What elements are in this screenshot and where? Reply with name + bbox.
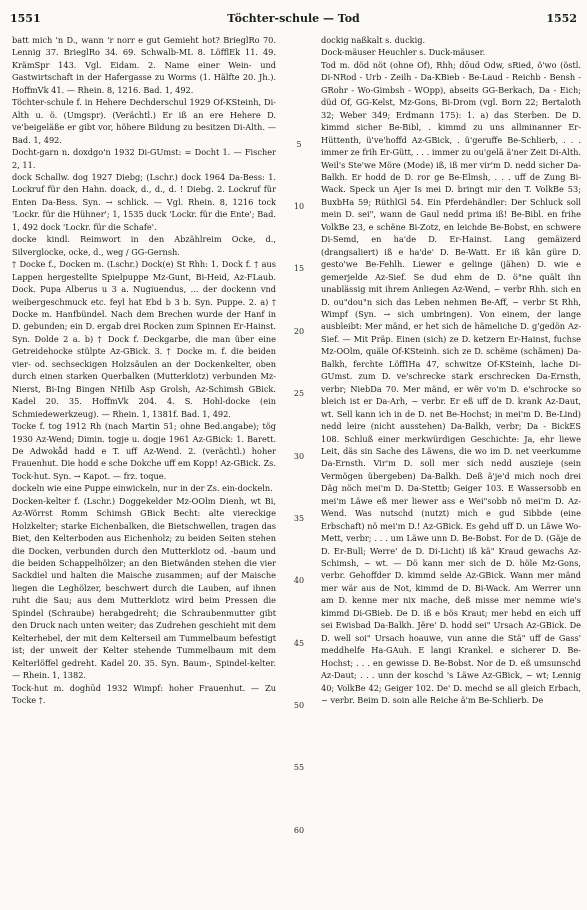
entry-toechter-schule: Töchter-schule f. in Hehere Dechderschul 1929 Of-KSteinh, Di-Alth u. ö. (Umgspr). (Verächtl.) Er iß an ere Hehere D. ve'beigeläße er gibt vor, höhere Bildung zu besitzen Di-Alth. — Bad. 1, 492. xyxy=(12,97,276,145)
line-number: 5 xyxy=(296,140,302,149)
line-number: 50 xyxy=(293,701,305,710)
line-number: 55 xyxy=(293,763,305,772)
entry-docke-f: † Docke f., Docken m. (Lschr.) Dock(e) St Rhh: 1. Dock f. † aus Lappen hergestellte Spielpuppe Mz-Gunt, Bi-Heid, Az-FLaub. Dock. Pupa Alberus u 3 a. Nugiuendus, ... der dockenn vnd weibergeschmuck etc. feyl hat Ebd b 3 b. Syn. Puppe. 2. a) † Docke m. Hanfbündel. Nach dem Brechen wurde der Hanf in D. gebunden; ein D. ergab drei Rocken zum Spinnen Er-Hainst. Syn. Dolde 2 a. b) † Dock f. Deckgarbe, die man über eine Getreidehocke stülpte Az-GBick. 3. † Docke m. f. die beiden vier- od. sechseckigen Holzsäulen an der Dockenkelter, oben durch einen starken Querbalken (Mutterklotz) verbunden Mz-Nierst, Bi-Ing Bingen NHilb Asp Grolsh, Az-Schimsh GBick. Kadel 20. 35. HoffmVk 204. 4. S. Hohl-docke (ein Schmiedewerkzeug). — Rhein. 1, 1381f. Bad. 1, 492. xyxy=(12,259,276,419)
entry-dock: dock Schallw. dog 1927 Diebg; (Lschr.) dock 1964 Da-Bess: 1. Lockruf für den Hahn. doack, d., d., d. ! Diebg. 2. Lockruf für Enten Da-Bess. Syn. → schlick. — Vgl. Rhein. 8, 1216 tock 'Lockr. für die Hühner'; 1, 1535 duck 'Lockr. für die Ente'; Bad. 1, 492 dock 'Lockr. für die Schafe'. xyxy=(12,171,276,232)
line-number: 30 xyxy=(293,452,305,461)
page-header xyxy=(10,12,577,30)
entry-dock-maeuser: Dock-mäuser Heuchler s. Duck-mäuser. xyxy=(321,47,486,58)
entry-tod: Tod m. död nöt (ohne Of), Rhh; dōud Odw, sRied, ö'wo (östl. Di-NRod - Urb - Zeilh - Da-KBieb - Be-Laud - Reichb - Bensh - GRohr - Wo-Gimbsh - WOpp), abseits GG-Berkach, Da - Eich; düd Of, GG-Kelst, Mz-Gons, Bi-Drom (vgl. Born 22; Bertaloth 32; Weber 349; Erdmann 175): 1. a) das Sterben. De D. kimmd sicher Be-Bibl, . kimmd zu uns allminanner Er-Hüttenth, ü've'hoffd Az-GBick, . ü'geruffe Be-Schlierb, . . . immer ze frih Er-Gütt, . . . immer zu ou'gelä ä'ner Zeit Di-Alth. Weil's Ste'we Möre (Mode) iß, iß mer vir'm D. nedd sicher Da-Balkh. Er hodd de D. ror ge Be-Elmsh, . . . uff de Zung Bi-Wack. Speck un Ajer Is mei D. bringt mir den T. VolkBe 53; BuxbHa 59; RüthlGl 54. Ein Pferdehändler: Der Schluck soll mein D. sei", wann de Gaul nedd prima iß! Be-Bibl. en frihe VolkBe 23, e schëne Bi-Zotz, en leichde Be-Bobst, en schwere Di-Semd, en ha'de D. Er-Hainst. Lang gemäizerd (drangsaliert) iß e ha'de' D. Be-Watt. Er iß kän güre D. gesto'we Be-Fehlh. Liewer e gelinge (jähen) D. wie e gemerjelde Az-Sief. Se dud ehm de D. ö°ne quält ihn unablässig mit ihrem Anliegen Az-Wend, ~ verbr Rhh. sich en D. ou"dou"n sich das Leben nehmen Be-Aff, ~ verbr St Rhh, Wimpf (Syn. → sich umbringen). Von einem, der lange ausbleibt: Mer mänd, er het sich de hämeliche D. g'gedön Az-Sief. — Mit Präp. Einen (sich) ze D. ketzern Er-Hainst, fuchse Mz-OOlm, quäle Of-KSteinh. sich ze D. schëme (schämen) Da-Balkh, ferchte LöffIHa 47, schwitze Of-KSteinh, lache Di-GUmst. zum D. ve'schrecke stark erschrecken Da-Ernsth, verbr; NiebDa 70. Mer mänd, er wër vo'm D. e'schrocke so bleich ist er Da-Arh, ~ verbr. Er eß uff de D. krank Az-Daut, wt. Sell kann ich in de D. net Be-Hochst; in mei'm D. Be-Lind) nedd leire (nicht ausstehen) Da-Balkh, verbr; Da - BickES 108. Schluß einer merkwürdigen Geschichte: Ja, ehr liewe Leit, däs sin Sache des Läwens, die wo im D. net veerkumme Da-Ernsth. Vir'm D. soll mer sich nedd auszieje (sein Vermögen übergeben) Da-Balkh. Deß ä'je'd mich noch drei Däg nöch mei'm D. Da-Stettb; Geiger 103. E Wassersobb en mei'm Läwe eß mer liewer ass e Wei"sobb nö mei'm D. Az-Wend. Was nutschd (nutzt) mich e gud Sibbde (eine Erbschaft) nö mei'm D.! Az-GBick. Es gehd uff D. un Läwe Wo-Mett, verbr; . . . um Läwe unn D. Be-Bobst. For de D. (Gäje de D. Er-Bull; Werre' de D. Di-Licht) iß kä" Kraud gewachs Az-Schimsh, ~ wt. — Dö kann mer sich de D. höle Mz-Gons, verbr. Gehoffder D. kimmd selde Az-GBick. Wann mer mänd mer wär aus de Not, kimmd de D. Bi-Wack. Am Werrer unn am D. kenne mer nix mache, deß misse mer nemme wie's kimmd Di-GBieb. De D. iß e bös Kraut; mer hebd en eich uff sei Ewisbad Da-Balkh. Jëre' D. hodd sei" Ursach Az-GBick. De D. well soi" Ursach hoauwe, vun anne die Stä" uff de Gass' meddhelfe Ha-GAuh. E langi Krankel. e sicherer D. Be-Hochst; . . . en gewisse D. Be-Bobst. Nor de D. eß umsunschd Az-Daut; . . . unn der koschd 's Läwe Az-GBick, ~ wt; Lennig 40; VolkBe 42; Geiger 102. De' D. mechd se all gleich Erbach, ~ verbr. Beim D. soin alle Reiche ä'm Be-Schlierb. De xyxy=(321,59,581,706)
right-column xyxy=(321,34,581,902)
entry-tock-hut: Tock-hut m. doghūd 1932 Wimpf: hoher Frauenhut. — Zu Tocke †. xyxy=(12,682,276,706)
entry-docke: docke kindl. Reimwort in den Abzählreim Ocke, d., Silverglocke, ocke, d., weg / GG-Gernsh. xyxy=(12,234,276,257)
left-column xyxy=(12,34,276,902)
line-number: 40 xyxy=(293,576,305,585)
line-number: 60 xyxy=(293,826,305,835)
line-number: 35 xyxy=(293,514,305,523)
page-number-left: 1551 xyxy=(10,12,41,25)
entry-continuation: batt mich 'n D., wann 'r norr e gut Gemieht hot? BrieglRo 70. Lennig 37. BrieglRo 34. 69. Schwalb-ML 8. LöfflEk 11. 49. KrämSpr 143. Vgl. Eidam. 2. Name einer Wein- und Gastwirtschaft in der Hafergasse zu Worms (1. Hälfte 20. Jh.). HoffmVk 41. — Rhein. 8, 1216. Bad. 1, 492. xyxy=(12,35,276,95)
line-number-gutter xyxy=(282,34,316,902)
page-number-right: 1552 xyxy=(546,12,577,25)
line-number: 10 xyxy=(293,202,305,211)
line-number: 45 xyxy=(293,639,305,648)
running-title: Töchter-schule — Tod xyxy=(227,12,360,25)
line-number: 25 xyxy=(293,389,305,398)
line-number: 20 xyxy=(293,327,305,336)
entry-tocke: Tocke f. tog 1912 Rh (nach Martin 51; ohne Bed.angabe); tög 1930 Az-Wend; Dimin. togje u. dogje 1961 Az-GBick: 1. Barett. De Adwokåd hadd e T. uff Az-Wend. 2. (verächtl.) hoher Frauenhut. Die hodd e sche Dokche uff em Kopp! Az-GBick. Zs. Tock-hut. Syn. → Kapot. — frz. toque. xyxy=(12,421,276,481)
entry-docht-garn: Docht-garn n. doxdgo'n 1932 Di-GUmst: = Docht 1. — Fischer 2, 11. xyxy=(12,147,276,170)
entry-docken-kelter: Docken-kelter f. (Lschr.) Doggekelder Mz-OOlm Dienh, wt Bi, Az-Wörrst Romm Schimsh GBick Becht: alte viereckige Holzkelter; starke Eichenbalken, die Bietschwellen, tragen das Biet, den Kelterboden aus Eichenholz; zu beiden Seiten stehen die Docken, verbunden durch den Mutterklotz od. -baum und die beiden Schappelhölzer; an den Bietwänden stehen die vier Sackdiel und halten die Maische zusammen; auf der Maische liegen die Leghölzer, beschwert durch die Lauben, auf ihnen ruht die Sau; aus dem Mutterklotz wird beim Pressen die Spindel (Schraube) herabgedreht; die Schraubenmutter gibt den Druck nach unten weiter; das Zudrehen geschieht mit dem Kelterhebel, der mit dem Kelterseil am Tummelbaum befestigt ist; der unweit der Kelter stehende Tummelbaum mit dem Kelterlöffel gedreht. Kadel 20. 35. Syn. Baum-, Spindel-kelter. — Rhein. 1, 1382. xyxy=(12,495,276,681)
entry-dockig: dockig naßkalt s. duckig. xyxy=(321,35,426,45)
line-number: 15 xyxy=(293,264,305,273)
entry-dockeln: dockeln wie eine Puppe einwickeln, nur in der Zs. ein-dockeln. xyxy=(12,483,273,494)
